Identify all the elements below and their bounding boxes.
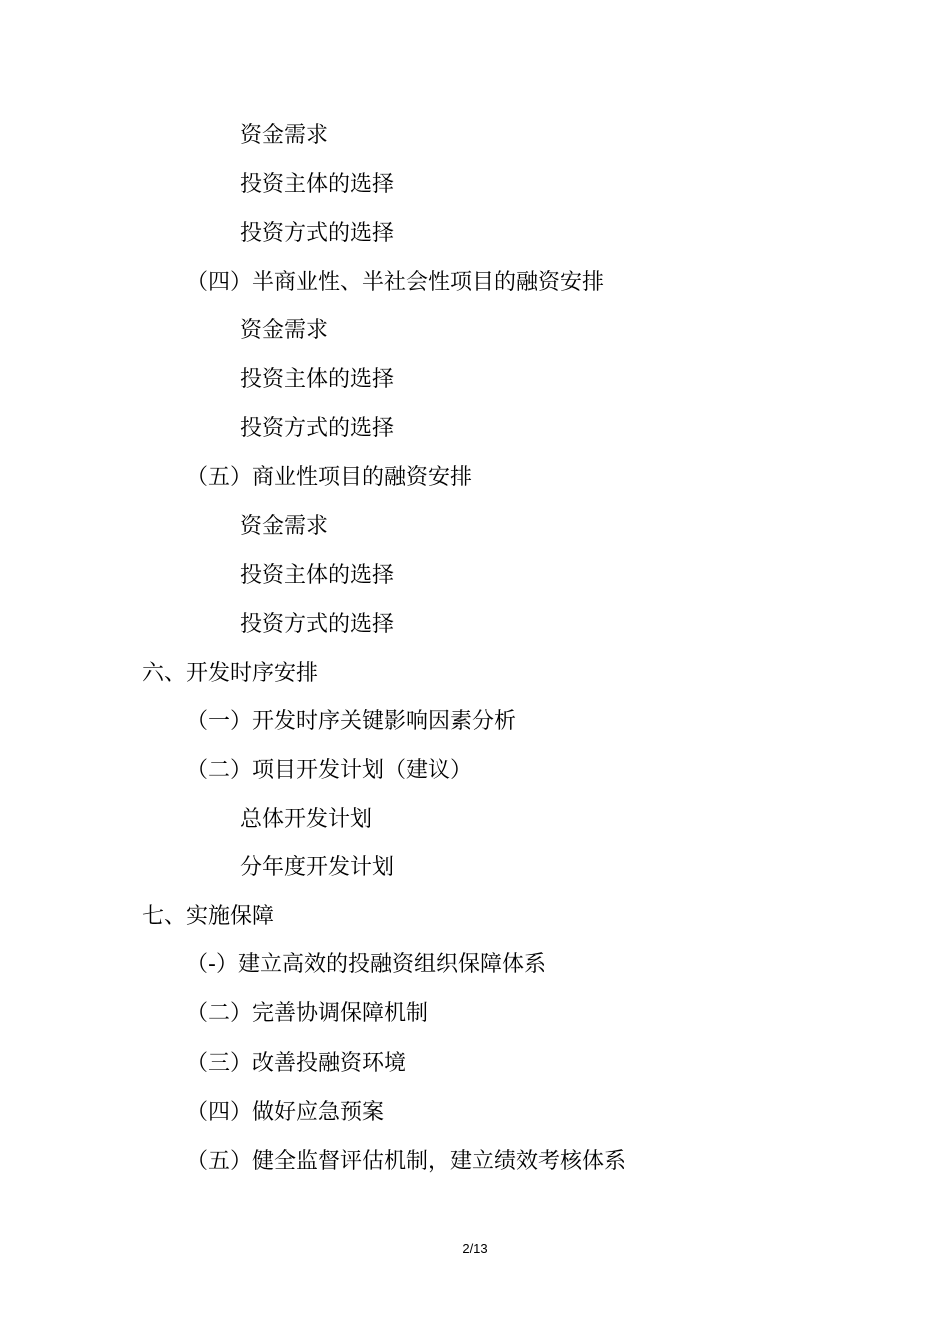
outline-subheading: （二）项目开发计划（建议） [186, 758, 473, 783]
outline-subheading: （四）半商业性、半社会性项目的融资安排 [186, 270, 605, 295]
outline-item: 资金需求 [240, 123, 329, 148]
outline-item: 投资主体的选择 [240, 172, 395, 197]
outline-subheading: （五）商业性项目的融资安排 [186, 465, 473, 490]
outline-heading: 七、实施保障 [142, 904, 275, 929]
outline-item: 分年度开发计划 [240, 855, 395, 880]
outline-subheading: （二）完善协调保障机制 [186, 1001, 429, 1026]
outline-item: 投资方式的选择 [240, 416, 395, 441]
outline-item: 资金需求 [240, 318, 329, 343]
outline-subheading: （三）改善投融资环境 [186, 1051, 407, 1076]
outline-subheading: （四）做好应急预案 [186, 1100, 385, 1125]
outline-heading: 六、开发时序安排 [142, 661, 319, 686]
outline-subheading: （一）开发时序关键影响因素分析 [186, 709, 517, 734]
outline-item: 总体开发计划 [240, 807, 373, 832]
page-number: 2/13 [462, 1241, 488, 1256]
outline-item: 投资主体的选择 [240, 563, 395, 588]
outline-item: 投资主体的选择 [240, 367, 395, 392]
outline-subheading: （-）建立高效的投融资组织保障体系 [186, 952, 546, 977]
outline-item: 资金需求 [240, 514, 329, 539]
outline-subheading: （五）健全监督评估机制，建立绩效考核体系 [186, 1149, 627, 1174]
outline-item: 投资方式的选择 [240, 612, 395, 637]
outline-item: 投资方式的选择 [240, 221, 395, 246]
